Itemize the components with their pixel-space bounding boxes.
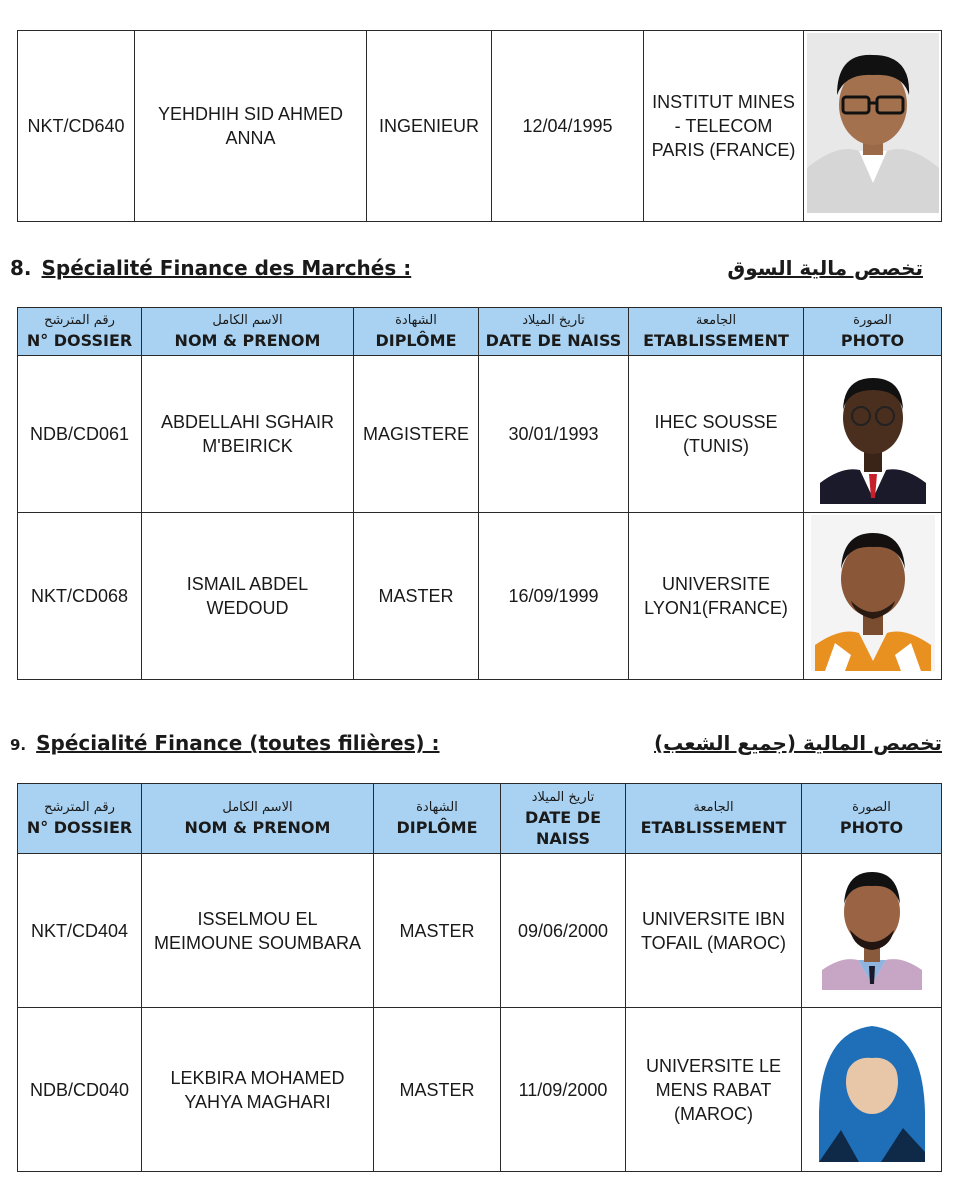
section-8-table [17,307,942,680]
name-cell: LEKBIRA MOHAMED YAHYA MAGHARI [142,1008,374,1172]
header-photo: الصورة PHOTO [802,784,942,854]
candidate-photo [814,358,932,504]
name-cell: YEHDHIH SID AHMED ANNA [135,31,367,222]
diploma-cell: MASTER [374,1008,501,1172]
section-8-title [10,256,411,280]
table-row [18,356,942,513]
dossier-cell: NKT/CD640 [18,31,135,222]
section-8-title-ar: تخصص مالية السوق [727,256,923,280]
section-9-title-ar: تخصص المالية (جميع الشعب) [654,731,942,755]
section-9-title [10,731,440,755]
photo-cell [802,854,942,1008]
table-row [18,31,942,222]
table-row [18,854,942,1008]
photo-cell [804,513,942,680]
candidate-photo [816,858,928,998]
dossier-cell: NKT/CD068 [18,513,142,680]
name-cell: ISMAIL ABDEL WEDOUD [142,513,354,680]
photo-cell [804,356,942,513]
top-candidates-table [17,30,942,222]
dossier-cell: NDB/CD040 [18,1008,142,1172]
table-header-row [18,308,942,356]
section-9-title-text: Spécialité Finance (toutes filières) : [36,731,440,755]
birthdate-cell: 09/06/2000 [501,854,626,1008]
header-nom: الاسم الكامل NOM & PRENOM [142,784,374,854]
name-cell: ABDELLAHI SGHAIR M'BEIRICK [142,356,354,513]
institution-cell: INSTITUT MINES - TELECOM PARIS (FRANCE) [644,31,804,222]
institution-cell: IHEC SOUSSE (TUNIS) [629,356,804,513]
section-8-title-text: Spécialité Finance des Marchés : [41,256,412,280]
table-header-row [18,784,942,854]
institution-cell: UNIVERSITE LE MENS RABAT (MAROC) [626,1008,802,1172]
diploma-cell: INGENIEUR [367,31,492,222]
birthdate-cell: 12/04/1995 [492,31,644,222]
photo-cell [802,1008,942,1172]
candidate-photo [811,1012,933,1162]
header-diplome: الشهادة DIPLÔME [374,784,501,854]
dossier-cell: NDB/CD061 [18,356,142,513]
table-row [18,1008,942,1172]
institution-cell: UNIVERSITE IBN TOFAIL (MAROC) [626,854,802,1008]
candidate-photo [811,515,935,671]
header-photo: الصورة PHOTO [804,308,942,356]
diploma-cell: MASTER [354,513,479,680]
table-row [18,513,942,680]
header-dossier: رقم المترشح N° DOSSIER [18,308,142,356]
birthdate-cell: 11/09/2000 [501,1008,626,1172]
diploma-cell: MASTER [374,854,501,1008]
header-dossier: رقم المترشح N° DOSSIER [18,784,142,854]
section-9-table [17,783,942,1172]
header-etab: الجامعة ETABLISSEMENT [626,784,802,854]
dossier-cell: NKT/CD404 [18,854,142,1008]
header-naiss: تاريخ الميلاد DATE DE NAISS [501,784,626,854]
header-naiss: تاريخ الميلاد DATE DE NAISS [479,308,629,356]
birthdate-cell: 30/01/1993 [479,356,629,513]
diploma-cell: MAGISTERE [354,356,479,513]
header-nom: الاسم الكامل NOM & PRENOM [142,308,354,356]
photo-cell [804,31,942,222]
name-cell: ISSELMOU EL MEIMOUNE SOUMBARA [142,854,374,1008]
section-9-number: 9. [10,736,27,754]
section-8-number: 8. [10,256,32,280]
candidate-photo [807,33,939,213]
institution-cell: UNIVERSITE LYON1(FRANCE) [629,513,804,680]
header-diplome: الشهادة DIPLÔME [354,308,479,356]
header-etab: الجامعة ETABLISSEMENT [629,308,804,356]
birthdate-cell: 16/09/1999 [479,513,629,680]
